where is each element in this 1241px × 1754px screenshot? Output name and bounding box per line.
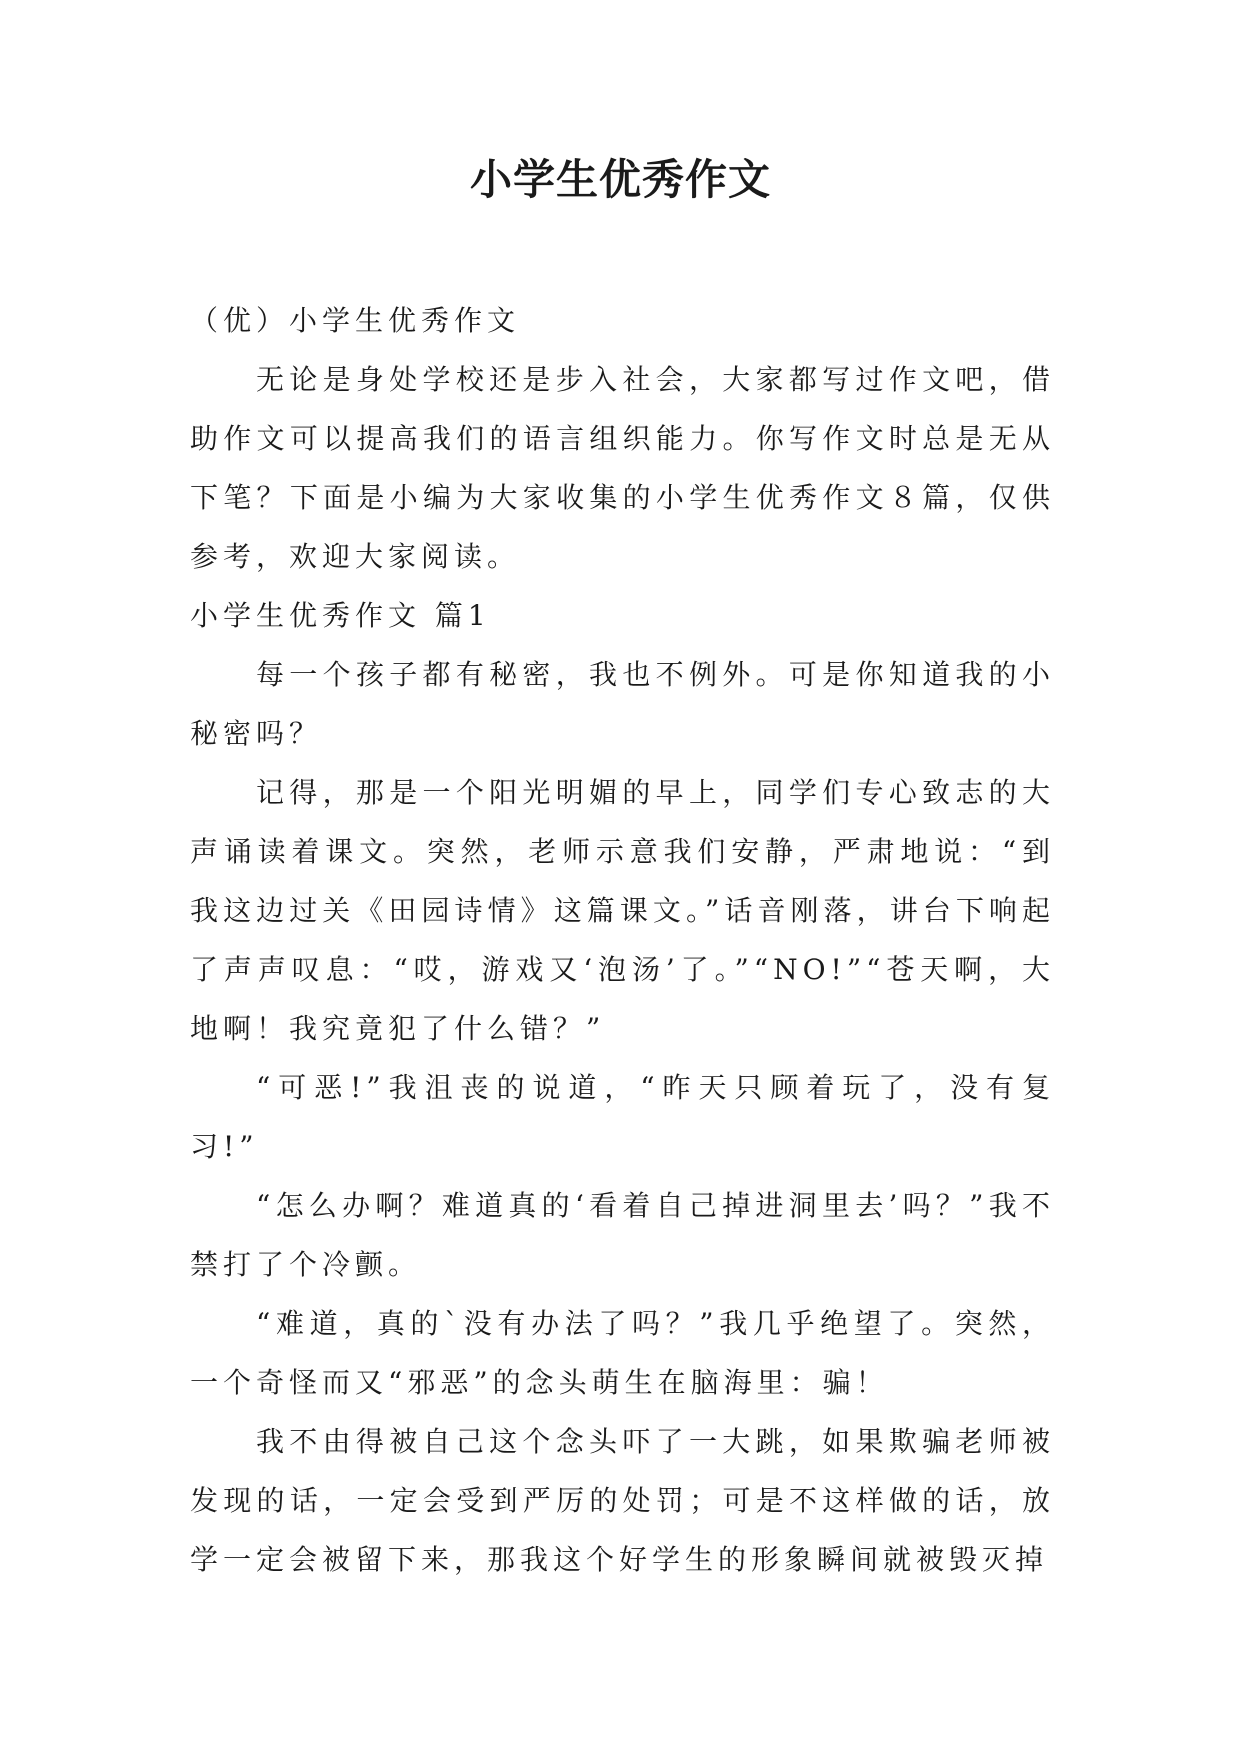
paragraph: “可恶!”我沮丧的说道，“昨天只顾着玩了，没有复习!” <box>190 1071 1055 1163</box>
document-title: 小学生优秀作文 <box>469 155 771 204</box>
paragraph: “难道，真的`没有办法了吗？”我几乎绝望了。突然，一个奇怪而又“邪恶”的念头萌生在脑海里：骗！ <box>190 1307 1055 1399</box>
paragraph: 我不由得被自己这个念头吓了一大跳，如果欺骗老师被发现的话，一定会受到严厉的处罚；可是不这样做的话，放学一定会被留下来，那我这个好学生的形象瞬间就被毁灭掉 <box>190 1425 1055 1576</box>
paragraph: “怎么办啊？难道真的‘看着自己掉进洞里去’吗？”我不禁打了个冷颤。 <box>190 1189 1055 1281</box>
document-body <box>190 291 1055 1589</box>
paragraph-intro: 无论是身处学校还是步入社会，大家都写过作文吧，借助作文可以提高我们的语言组织能力。你写作文时总是无从下笔？下面是小编为大家收集的小学生优秀作文８篇，仅供参考，欢迎大家阅读。 <box>190 363 1055 573</box>
paragraph: 每一个孩子都有秘密，我也不例外。可是你知道我的小秘密吗？ <box>190 658 1055 750</box>
section-heading-essay-1: 小学生优秀作文 篇1 <box>190 599 491 632</box>
paragraph: 记得，那是一个阳光明媚的早上，同学们专心致志的大声诵读着课文。突然，老师示意我们安静，严肃地说：“到我这边过关《田园诗情》这篇课文。”话音刚落，讲台下响起了声声叹息：“哎，游戏又‘泡汤’了。”“NO!”“苍天啊，大地啊！我究竟犯了什么错？” <box>190 776 1055 1045</box>
section-heading-intro: （优）小学生优秀作文 <box>190 304 521 337</box>
